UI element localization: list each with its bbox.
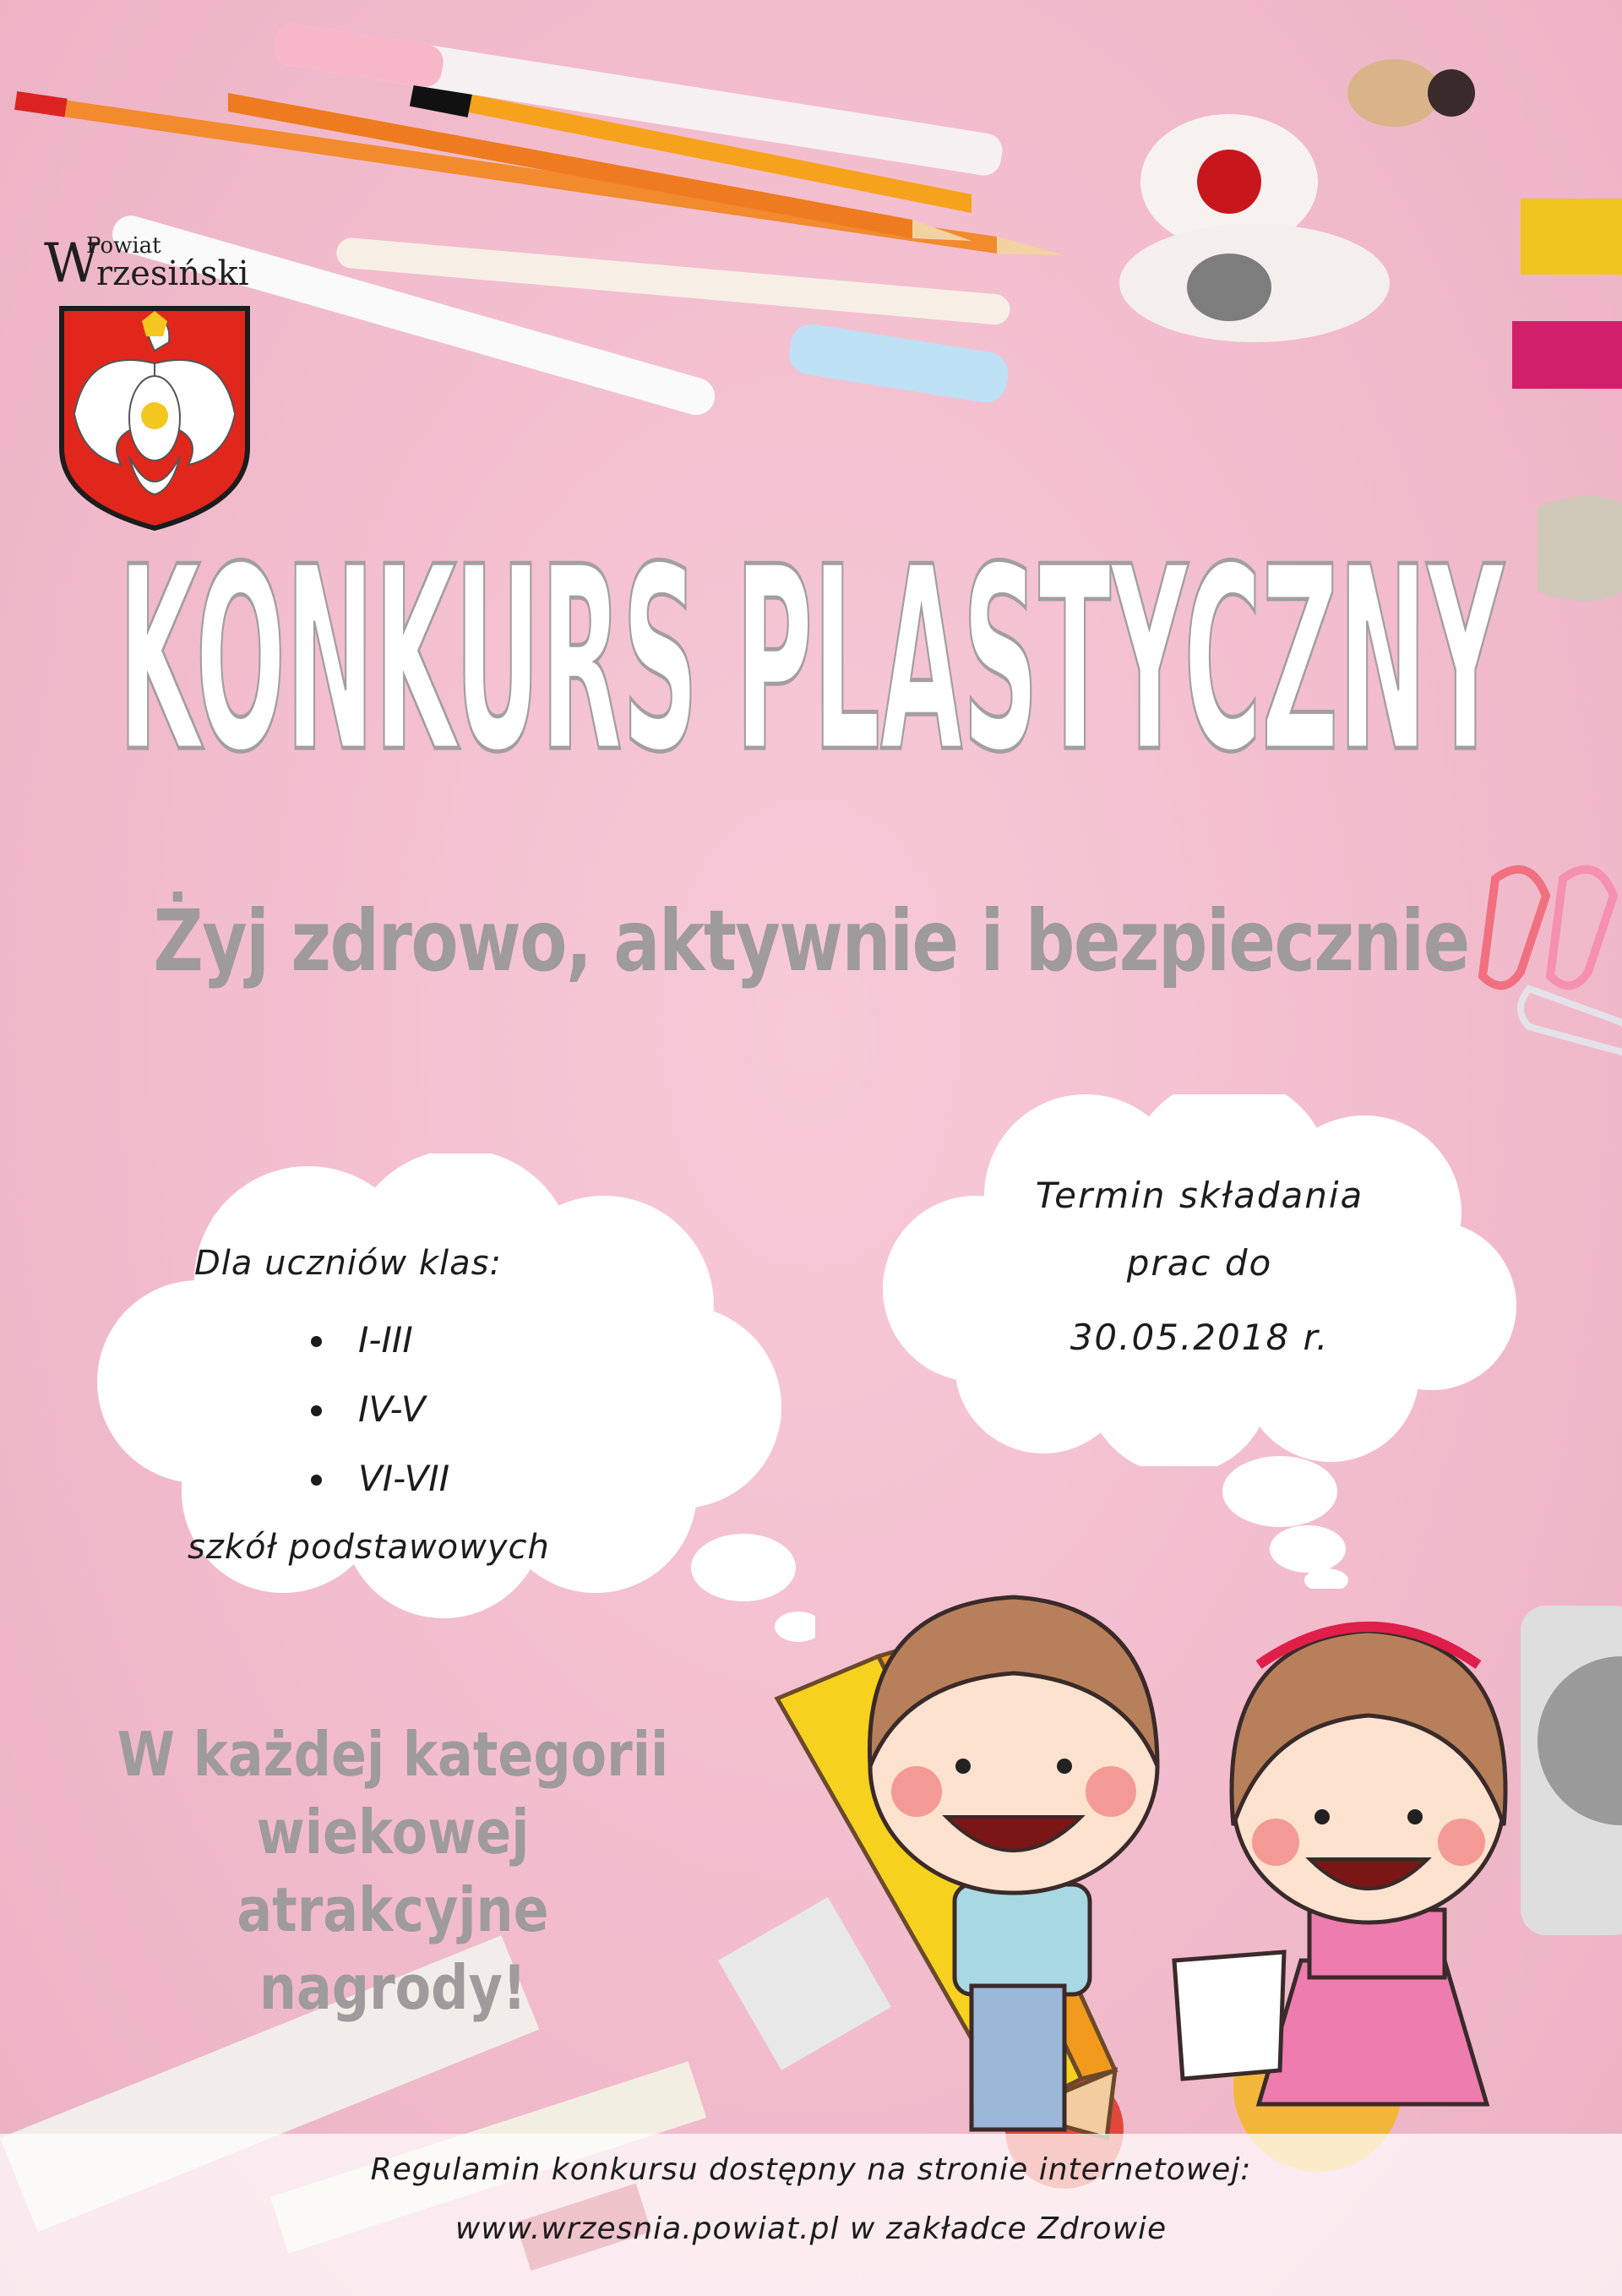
girl-figure [1174,1627,1505,2104]
deadline-line-1: Termin składania [1035,1175,1364,1216]
footer-rules-text: Regulamin konkursu dostępny na stronie internetowej: [370,2152,1252,2187]
list-item: IV-V [311,1375,449,1444]
deadline-line-2: prac do [1126,1242,1273,1284]
prizes-line-2: wiekowej atrakcyjne [237,1797,549,1945]
prizes-text [99,1715,688,2026]
logo-powiat: Powiat [86,233,161,259]
children-illustration [760,1487,1622,2146]
crest-eagle-icon [57,304,252,532]
contest-subtitle: Żyj zdrowo, aktywnie i bezpiecznie [153,892,1469,990]
county-logo [44,230,255,306]
list-item: I-III [311,1306,449,1375]
lipstick-pattern [787,321,1011,406]
footer-bar [0,2134,1622,2296]
deadline-date: 30.05.2018 r. [1070,1317,1330,1358]
classes-heading: Dla uczniów klas: [194,1244,502,1283]
prizes-line-3: nagrody! [259,1952,527,2023]
title-text: KONKURS PLASTYCZNY [118,532,1505,803]
classes-footer: szkół podstawowych [188,1528,550,1567]
footer-website-link[interactable]: www.wrzesnia.powiat.pl w zakładce Zdrowie [454,2211,1168,2246]
thought-cloud-classes [89,1153,815,1644]
logo-name: rzesiński [96,254,249,293]
prizes-line-1: W każdej kategorii [117,1719,669,1790]
contest-title [0,532,1622,803]
classes-list [311,1306,449,1513]
logo-letter: W [44,232,100,295]
list-item: VI-VII [311,1444,449,1513]
